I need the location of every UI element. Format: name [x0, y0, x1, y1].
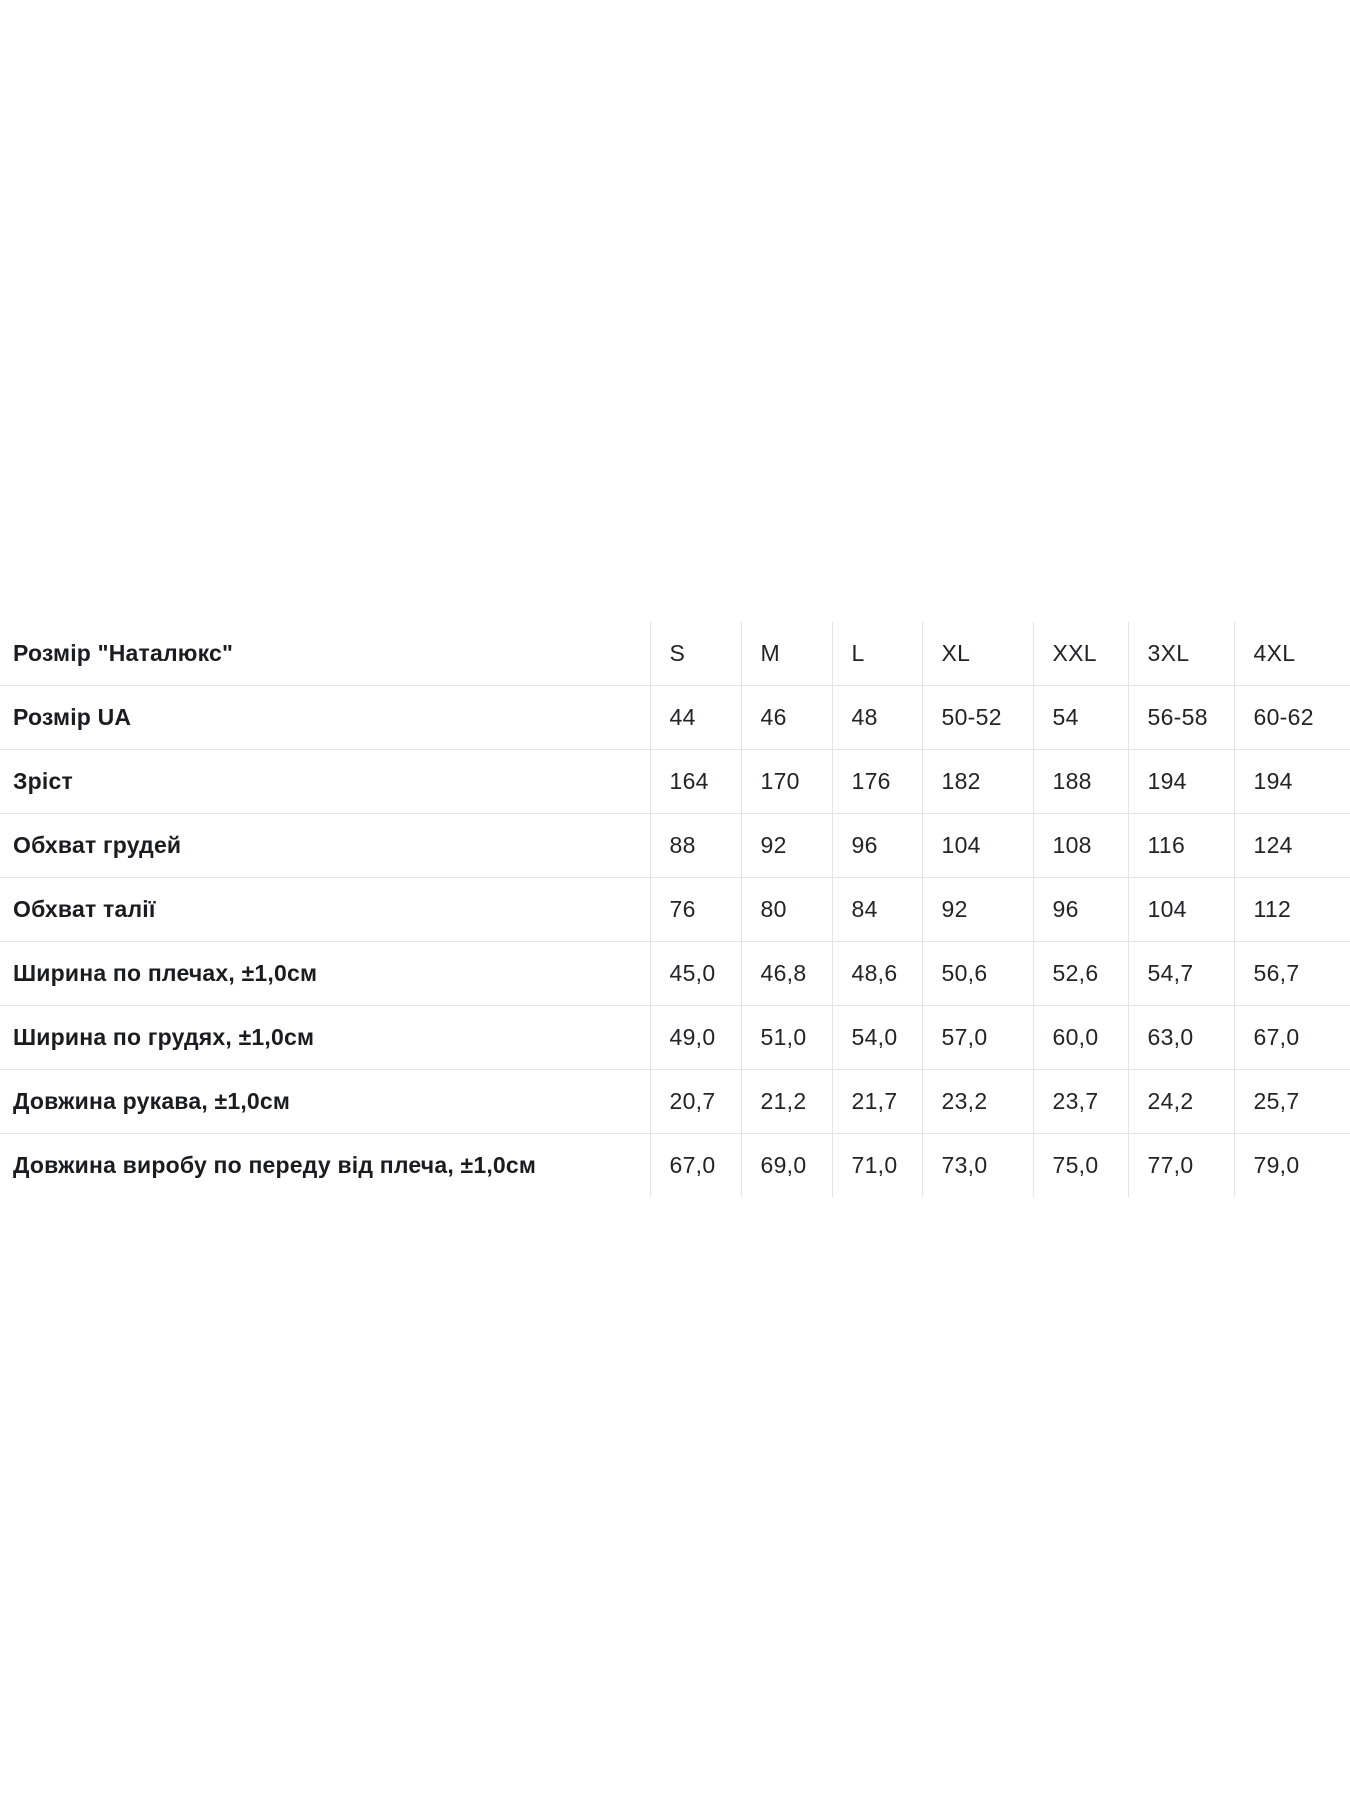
- value-cell: 45,0: [650, 942, 741, 1006]
- value-cell: 50-52: [922, 686, 1033, 750]
- table-row: [0, 1134, 1350, 1198]
- value-cell: 24,2: [1128, 1070, 1234, 1134]
- value-cell: 116: [1128, 814, 1234, 878]
- value-cell: 52,6: [1033, 942, 1128, 1006]
- value-cell: 20,7: [650, 1070, 741, 1134]
- value-cell: 96: [1033, 878, 1128, 942]
- value-cell: 60-62: [1234, 686, 1350, 750]
- size-column-header: L: [832, 622, 922, 686]
- value-cell: 57,0: [922, 1006, 1033, 1070]
- row-label: Обхват талії: [0, 878, 650, 942]
- value-cell: 176: [832, 750, 922, 814]
- value-cell: 76: [650, 878, 741, 942]
- value-cell: 60,0: [1033, 1006, 1128, 1070]
- value-cell: 194: [1128, 750, 1234, 814]
- row-label: Розмір "Наталюкс": [0, 622, 650, 686]
- row-label: Розмір UA: [0, 686, 650, 750]
- value-cell: 56,7: [1234, 942, 1350, 1006]
- value-cell: 164: [650, 750, 741, 814]
- table-row: [0, 814, 1350, 878]
- value-cell: 188: [1033, 750, 1128, 814]
- value-cell: 67,0: [1234, 1006, 1350, 1070]
- value-cell: 71,0: [832, 1134, 922, 1198]
- value-cell: 104: [922, 814, 1033, 878]
- value-cell: 79,0: [1234, 1134, 1350, 1198]
- value-cell: 73,0: [922, 1134, 1033, 1198]
- size-column-header: 4XL: [1234, 622, 1350, 686]
- value-cell: 54,7: [1128, 942, 1234, 1006]
- value-cell: 112: [1234, 878, 1350, 942]
- table-row: [0, 1070, 1350, 1134]
- row-label: Довжина рукава, ±1,0см: [0, 1070, 650, 1134]
- value-cell: 49,0: [650, 1006, 741, 1070]
- value-cell: 23,2: [922, 1070, 1033, 1134]
- size-column-header: S: [650, 622, 741, 686]
- value-cell: 104: [1128, 878, 1234, 942]
- value-cell: 84: [832, 878, 922, 942]
- value-cell: 75,0: [1033, 1134, 1128, 1198]
- table-row: [0, 878, 1350, 942]
- value-cell: 108: [1033, 814, 1128, 878]
- row-label: Ширина по грудях, ±1,0см: [0, 1006, 650, 1070]
- size-column-header: XL: [922, 622, 1033, 686]
- size-table-body: [0, 622, 1350, 1197]
- value-cell: 46: [741, 686, 832, 750]
- value-cell: 23,7: [1033, 1070, 1128, 1134]
- value-cell: 77,0: [1128, 1134, 1234, 1198]
- value-cell: 54: [1033, 686, 1128, 750]
- value-cell: 25,7: [1234, 1070, 1350, 1134]
- value-cell: 48: [832, 686, 922, 750]
- size-column-header: XXL: [1033, 622, 1128, 686]
- table-row: [0, 942, 1350, 1006]
- value-cell: 63,0: [1128, 1006, 1234, 1070]
- row-label: Ширина по плечах, ±1,0см: [0, 942, 650, 1006]
- value-cell: 56-58: [1128, 686, 1234, 750]
- value-cell: 92: [741, 814, 832, 878]
- value-cell: 21,2: [741, 1070, 832, 1134]
- value-cell: 21,7: [832, 1070, 922, 1134]
- value-cell: 44: [650, 686, 741, 750]
- value-cell: 50,6: [922, 942, 1033, 1006]
- size-header-row: [0, 622, 1350, 686]
- table-row: [0, 686, 1350, 750]
- value-cell: 88: [650, 814, 741, 878]
- value-cell: 54,0: [832, 1006, 922, 1070]
- size-column-header: 3XL: [1128, 622, 1234, 686]
- value-cell: 46,8: [741, 942, 832, 1006]
- value-cell: 51,0: [741, 1006, 832, 1070]
- table-row: [0, 750, 1350, 814]
- size-table: [0, 622, 1350, 1197]
- value-cell: 124: [1234, 814, 1350, 878]
- value-cell: 69,0: [741, 1134, 832, 1198]
- value-cell: 182: [922, 750, 1033, 814]
- size-column-header: M: [741, 622, 832, 686]
- value-cell: 194: [1234, 750, 1350, 814]
- row-label: Зріст: [0, 750, 650, 814]
- value-cell: 80: [741, 878, 832, 942]
- value-cell: 92: [922, 878, 1033, 942]
- value-cell: 48,6: [832, 942, 922, 1006]
- row-label: Обхват грудей: [0, 814, 650, 878]
- row-label: Довжина виробу по переду від плеча, ±1,0см: [0, 1134, 650, 1198]
- value-cell: 170: [741, 750, 832, 814]
- table-row: [0, 1006, 1350, 1070]
- value-cell: 67,0: [650, 1134, 741, 1198]
- value-cell: 96: [832, 814, 922, 878]
